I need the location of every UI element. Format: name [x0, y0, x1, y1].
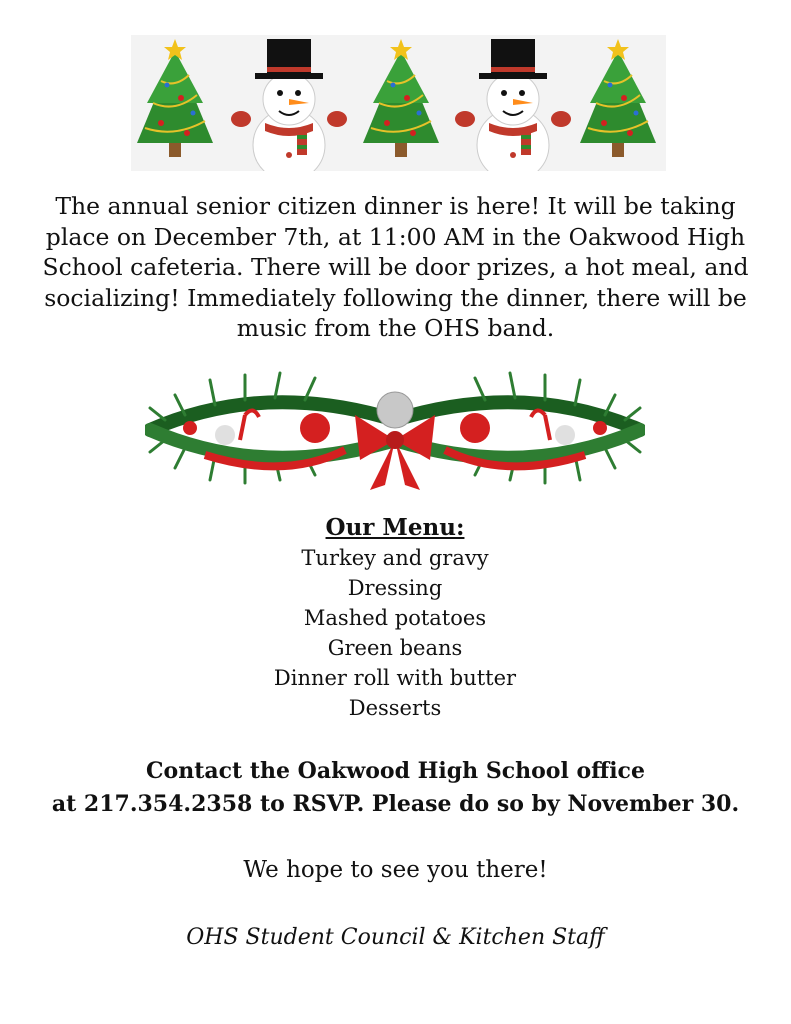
list-item: Turkey and gravy	[301, 546, 489, 570]
garland-divider-image	[145, 360, 645, 500]
snowman-icon	[455, 39, 571, 171]
snowman-icon	[231, 39, 347, 171]
menu-title: Our Menu:	[325, 514, 465, 541]
christmas-tree-icon	[363, 39, 439, 157]
list-item: Green beans	[327, 636, 463, 660]
menu-section	[195, 513, 595, 723]
contact-line: Contact the Oakwood High School office	[146, 758, 645, 784]
contact-info	[20, 755, 771, 821]
signature: OHS Student Council & Kitchen Staff	[186, 925, 605, 950]
list-item: Desserts	[348, 696, 442, 720]
list-item: Mashed potatoes	[303, 606, 487, 630]
intro-paragraph: The annual senior citizen dinner is here! It will be taking place on December 7th, at 11:00 AM in the Oakwood High School cafeteria. There will be door prizes, a hot meal, and socializing! Immediately following the dinner, there will be music from the OHS band.	[42, 192, 749, 342]
christmas-tree-icon	[137, 39, 213, 157]
christmas-tree-icon	[580, 39, 656, 157]
list-item: Dressing	[347, 576, 443, 600]
holiday-banner-image	[131, 35, 666, 171]
list-item: Dinner roll with butter	[273, 666, 517, 690]
contact-line: at 217.354.2358 to RSVP. Please do so by November 30.	[51, 791, 740, 817]
menu-list	[195, 543, 595, 723]
closing-text: We hope to see you there!	[243, 857, 548, 883]
